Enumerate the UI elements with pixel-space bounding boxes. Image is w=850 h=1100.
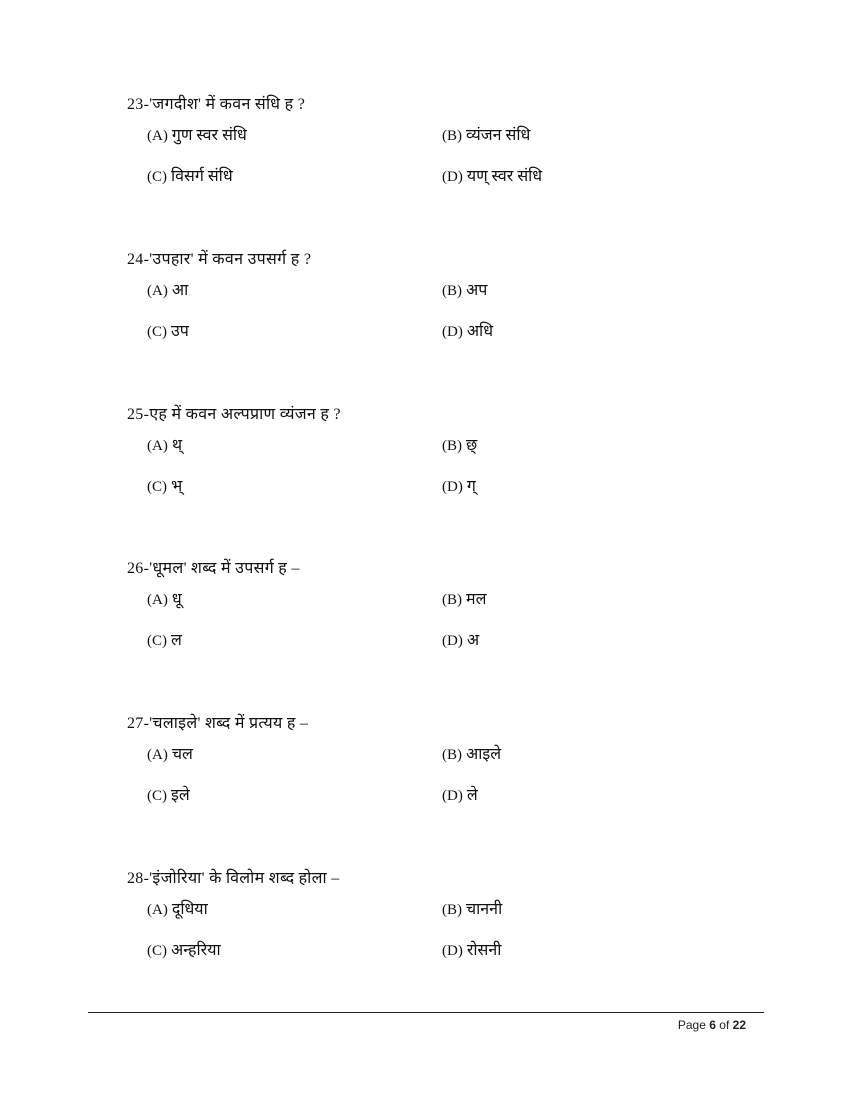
- question-28: [127, 869, 767, 959]
- question-text: 27-'चलाइले' शब्द में प्रत्यय ह –: [127, 715, 309, 732]
- option-c: (C) इले: [147, 787, 190, 804]
- question-text: 23-'जगदीश' में कवन संधि ह ?: [127, 96, 306, 113]
- option-a: (A) गुण स्वर संधि: [147, 127, 247, 144]
- page-number: Page 6 of 22: [677, 1018, 746, 1032]
- option-c: (C) उप: [147, 323, 189, 340]
- option-b: (B) अप: [442, 282, 488, 299]
- question-text: 25-एह में कवन अल्पप्राण व्यंजन ह ?: [127, 406, 341, 423]
- option-c: (C) ल: [147, 632, 182, 649]
- option-d: (D) अधि: [442, 323, 494, 340]
- option-d: (D) ले: [442, 787, 478, 804]
- option-a: (A) आ: [147, 282, 189, 299]
- option-d: (D) अ: [442, 632, 480, 649]
- option-c: (C) अन्हरिया: [147, 942, 221, 959]
- option-b: (B) व्यंजन संधि: [442, 127, 531, 144]
- footer-divider: [88, 1012, 764, 1013]
- option-a: (A) थ्: [147, 437, 183, 454]
- option-d: (D) यण् स्वर संधि: [442, 168, 543, 185]
- option-c: (C) विसर्ग संधि: [147, 168, 233, 185]
- question-text: 26-'धूमल' शब्द में उपसर्ग ह –: [127, 560, 300, 577]
- option-d: (D) ग्: [442, 478, 476, 495]
- question-24: [127, 250, 767, 340]
- option-b: (B) चाननी: [442, 901, 503, 918]
- option-b: (B) आइले: [442, 746, 502, 763]
- option-b: (B) छ्: [442, 437, 478, 454]
- option-c: (C) भ्: [147, 478, 183, 495]
- question-25: [127, 405, 767, 495]
- question-23: [127, 95, 767, 185]
- option-d: (D) रोसनी: [442, 942, 502, 959]
- question-27: [127, 714, 767, 804]
- question-text: 24-'उपहार' में कवन उपसर्ग ह ?: [127, 251, 312, 268]
- option-a: (A) धू: [147, 591, 182, 608]
- question-26: [127, 559, 767, 649]
- option-a: (A) दूधिया: [147, 901, 208, 918]
- option-a: (A) चल: [147, 746, 193, 763]
- question-text: 28-'इंजोरिया' के विलोम शब्द होला –: [127, 870, 340, 887]
- option-b: (B) मल: [442, 591, 487, 608]
